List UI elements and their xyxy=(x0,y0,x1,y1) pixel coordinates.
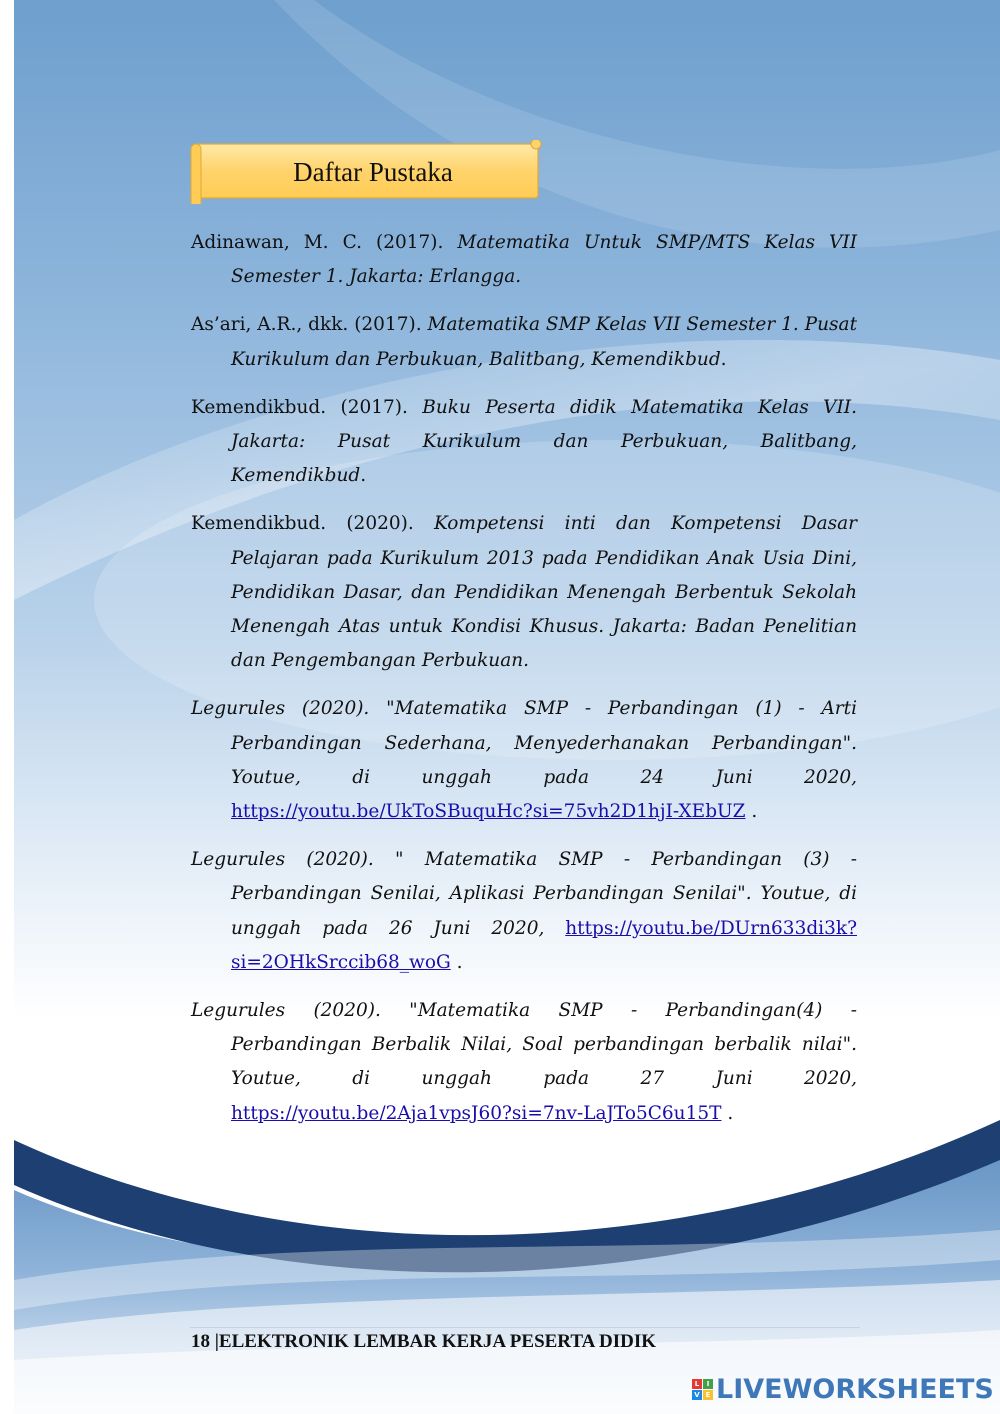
reference-title: Legurules (2020). "Matematika SMP - Perbandingan (1) - Arti Perbandingan Sederhana, Menyederhanakan Perbandingan". Youtue, di unggah pada 24 Juni 2020, xyxy=(191,698,857,788)
title-banner xyxy=(190,140,542,204)
reference-item xyxy=(191,692,857,829)
footer-divider xyxy=(190,1327,860,1328)
logo-tile: V xyxy=(692,1390,702,1400)
reference-title: Legurules (2020). " Matematika SMP - Perbandingan (3) - Perbandingan Senilai, Aplikasi Perbandingan Senilai". Youtue, di unggah pada 26 Juni 2020, xyxy=(191,849,857,939)
reference-title: Kompetensi inti dan Kompetensi Dasar Pelajaran pada Kurikulum 2013 pada Pendidikan Anak Usia Dini, Pendidikan Dasar, dan Pendidikan Menengah Berbentuk Sekolah Menengah Atas untuk Kondisi Khusus. Jakarta: Badan Penelitian dan Pengembangan Perbukuan. xyxy=(231,513,857,672)
reference-item xyxy=(191,391,857,494)
page-title: Daftar Pustaka xyxy=(293,156,453,187)
reference-author: Kemendikbud. (2017). xyxy=(191,396,423,418)
reference-title: Matematika SMP Kelas VII Semester 1. Pusat Kurikulum dan Perbukuan, Balitbang, Kemendikbud xyxy=(231,314,857,370)
reference-item xyxy=(191,843,857,980)
reference-tail: . xyxy=(360,465,367,487)
liveworksheets-logo xyxy=(692,1374,994,1405)
logo-tiles-icon xyxy=(692,1379,713,1400)
reference-link[interactable]: https://youtu.be/DUrn633di3k?si=2OHkSrccib68_woG xyxy=(231,917,857,973)
footer-text: 18 |ELEKTRONIK LEMBAR KERJA PESERTA DIDIK xyxy=(191,1331,657,1352)
reference-title: Matematika Untuk SMP/MTS Kelas VII Semester 1. Jakarta: Erlangga. xyxy=(231,232,858,288)
reference-item xyxy=(191,994,857,1131)
reference-author: As’ari, A.R., dkk. (2017). xyxy=(191,314,428,336)
reference-end: . xyxy=(450,951,463,973)
reference-list xyxy=(191,226,857,1145)
reference-author: Adinawan, M. C. (2017). xyxy=(191,232,458,253)
logo-tile: I xyxy=(703,1379,713,1389)
logo-tile: L xyxy=(692,1379,702,1389)
reference-end: . xyxy=(745,801,758,823)
reference-title: Buku Peserta didik Matematika Kelas VII. Jakarta: Pusat Kurikulum dan Perbukuan, Balitbang, Kemendikbud xyxy=(231,396,857,487)
reference-item xyxy=(191,308,857,376)
reference-author: Kemendikbud. (2020). xyxy=(191,513,434,535)
reference-tail: . xyxy=(720,348,727,370)
reference-end: . xyxy=(721,1102,734,1124)
reference-item xyxy=(191,507,857,678)
logo-text: LIVEWORKSHEETS xyxy=(716,1374,994,1405)
reference-item xyxy=(191,226,857,294)
logo-tile: E xyxy=(703,1390,713,1400)
reference-title: Legurules (2020). "Matematika SMP - Perbandingan(4) - Perbandingan Berbalik Nilai, Soal perbandingan berbalik nilai". Youtue, di unggah pada 27 Juni 2020, xyxy=(191,1000,857,1090)
reference-link[interactable]: https://youtu.be/2Aja1vpsJ60?si=7nv-LaJTo5C6u15T xyxy=(231,1102,722,1124)
reference-link[interactable]: https://youtu.be/UkToSBuquHc?si=75vh2D1hjI-XEbUZ xyxy=(231,801,746,823)
